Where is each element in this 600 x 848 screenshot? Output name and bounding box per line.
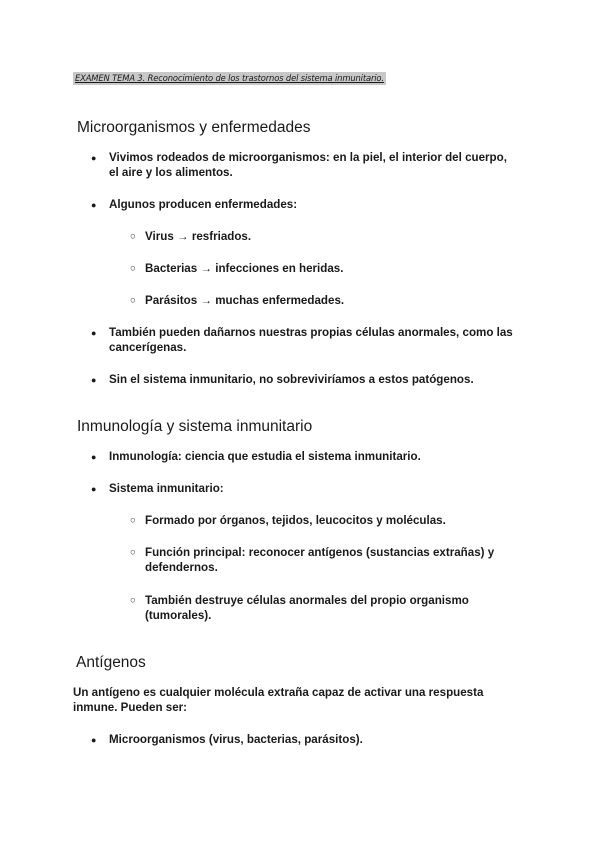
inmuno-sub-1: Formado por órganos, tejidos, leucocitos y moléculas. [145, 514, 446, 527]
sub-bullet-icon: ○ [130, 547, 136, 558]
micro-sub-3: Parásitos → muchas enfermedades. [145, 294, 345, 307]
sub-bullet-icon: ○ [130, 595, 136, 606]
inmuno-bullet-2: Sistema inmunitario: [109, 482, 224, 495]
antigenos-bullet-1: Microorganismos (virus, bacterias, parásitos). [109, 733, 363, 746]
bullet-icon: ● [91, 153, 97, 163]
micro-bullet-3-line-1: También pueden dañarnos nuestras propias células anormales, como las [109, 326, 513, 339]
micro-sub-1: Virus → resfriados. [145, 230, 252, 243]
bullet-icon: ● [91, 328, 97, 338]
micro-bullet-2: Algunos producen enfermedades: [109, 198, 298, 211]
micro-sub-2: Bacterias → infecciones en heridas. [145, 262, 344, 275]
bullet-icon: ● [91, 484, 97, 494]
sub-bullet-icon: ○ [130, 515, 136, 526]
document-header: EXAMEN TEMA 3. Reconocimiento de los trastornos del sistema inmunitario. [75, 73, 384, 83]
inmuno-bullet-1: Inmunología: ciencia que estudia el sistema inmunitario. [109, 450, 421, 463]
micro-bullet-1-line-1: Vivimos rodeados de microorganismos: en la piel, el interior del cuerpo, [109, 151, 507, 164]
section-title-microorganismos: Microorganismos y enfermedades [77, 119, 311, 136]
inmuno-sub-2-line-2: defendernos. [145, 561, 218, 574]
inmuno-sub-3-line-1: También destruye células anormales del propio organismo [145, 594, 469, 607]
sub-bullet-icon: ○ [130, 231, 136, 242]
sub-bullet-icon: ○ [130, 263, 136, 274]
antigenos-paragraph-line-2: inmune. Pueden ser: [73, 701, 188, 714]
inmuno-sub-2-line-1: Función principal: reconocer antígenos (sustancias extrañas) y [145, 546, 495, 559]
micro-bullet-1-line-2: el aire y los alimentos. [109, 166, 233, 179]
micro-bullet-3-line-2: cancerígenas. [109, 341, 187, 354]
bullet-icon: ● [91, 735, 97, 745]
section-title-antigenos: Antígenos [76, 654, 146, 671]
antigenos-paragraph-line-1: Un antígeno es cualquier molécula extraña capaz de activar una respuesta [73, 686, 484, 699]
bullet-icon: ● [91, 200, 97, 210]
sub-bullet-icon: ○ [130, 295, 136, 306]
bullet-icon: ● [91, 452, 97, 462]
section-title-inmunologia: Inmunología y sistema inmunitario [77, 418, 313, 435]
bullet-icon: ● [91, 375, 97, 385]
micro-bullet-4: Sin el sistema inmunitario, no sobreviviríamos a estos patógenos. [109, 373, 474, 386]
inmuno-sub-3-line-2: (tumorales). [145, 609, 212, 622]
